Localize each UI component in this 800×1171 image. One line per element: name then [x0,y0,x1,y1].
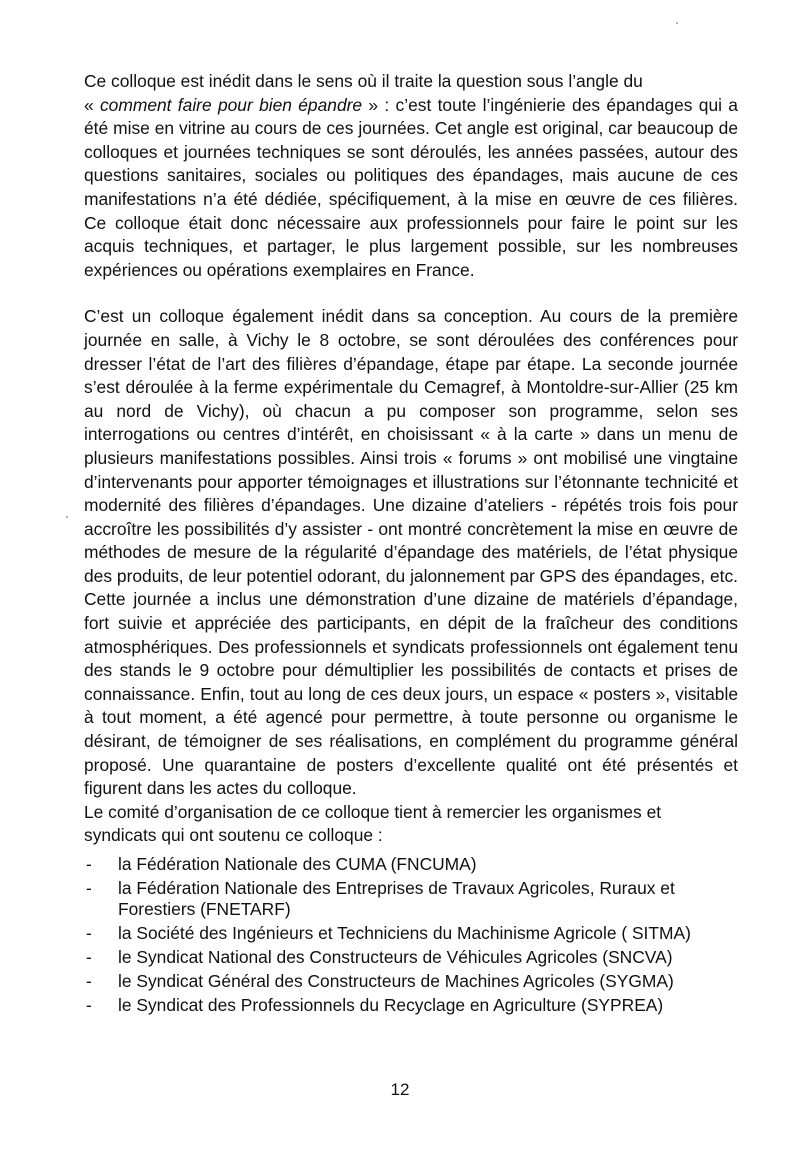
list-dash: - [86,854,92,874]
quote-close: » [362,94,379,115]
list-dash: - [86,971,92,991]
organization-name: le Syndicat Général des Constructeurs de Machines Agricoles (SYGMA) [118,971,674,991]
list-item [84,878,738,920]
list-item [84,995,738,1016]
emphasized-phrase: comment faire pour bien épandre [99,94,363,115]
list-dash: - [86,878,92,898]
page-number: 12 [390,1080,410,1099]
organization-name: le Syndicat des Professionnels du Recyclage en Agriculture (SYPREA) [118,995,664,1015]
list-dash: - [86,923,92,943]
list-item [84,947,738,968]
list-item [84,971,738,992]
organization-name: le Syndicat National des Constructeurs de Véhicules Agricoles (SNCVA) [118,947,673,967]
organization-name: la Fédération Nationale des CUMA (FNCUMA) [118,854,477,874]
paragraph-intro-part2: : c’est toute l’ingénierie des épandages qui a été mise en vitrine au cours de ces journées. Cet angle est original, car beaucoup de colloques et journées techniques se sont déroulés, les années passées, autour des questions sanitaires, sociales ou politiques des épandages, mais aucune de ces manifestations n’a été dédiée, spécifiquement, à la mise en œuvre de ces filières. Ce colloque était donc nécessaire aux professionnels pour faire le point sur les acquis techniques, et partager, le plus largement possible, sur les nombreuses expériences ou opérations exemplaires en France. [84,94,738,280]
quote-open: « [84,94,100,115]
paragraph-conception: C’est un colloque également inédit dans sa conception. Au cours de la première journée en salle, à Vichy le 8 octobre, se sont déroulées des conférences pour dresser l’état de l’art des filières d’épandage, étape par étape. La seconde journée s’est déroulée à la ferme expérimentale du Cemagref, à Montoldre-sur-Allier (25 km au nord de Vichy), où chacun a pu composer son programme, selon ses interrogations ou centres d’intérêt, en choisissant « à la carte » dans un menu de plusieurs manifestations possibles. Ainsi trois « forums » ont mobilisé une vingtaine d’intervenants pour apporter témoignages et illustrations sur l’étonnante technicité et modernité des filières d’épandages. Une dizaine d’ateliers - répétés trois fois pour accroître les possibilités d’y assister - ont montré concrètement la mise en œuvre de méthodes de mesure de la régularité d’épandage des matériels, de l’état physique des produits, de leur potentiel odorant, du jalonnement par GPS des épandages, etc. Cette journée a inclus une démonstration d’une dizaine de matériels d’épandage, fort suivie et appréciée des participants, en dépit de la fraîcheur des conditions atmosphériques. Des professionnels et syndicats professionnels ont également tenu des stands le 9 octobre pour démultiplier les possibilités de contacts et prises de connaissance. Enfin, tout au long de ces deux jours, un espace « posters », visitable à tout moment, a été agencé pour permettre, à toute personne ou organisme le désirant, de témoigner de ses réalisations, en complément du programme général proposé. Une quarantaine de posters d’excellente qualité ont été présentés et figurent dans les actes du colloque. [84,306,738,799]
paragraph-intro [84,70,738,282]
scan-speck [66,516,68,518]
organization-name: la Fédération Nationale des Entreprises de Travaux Agricoles, Ruraux et Forestiers (FNETARF) [118,878,675,919]
document-page [84,70,738,1019]
paragraph-thanks: Le comité d’organisation de ce colloque tient à remercier les organismes et syndicats qui ont soutenu ce colloque : [84,801,662,846]
scan-speck [676,22,678,24]
organizations-list [84,854,738,1016]
list-item [84,854,738,875]
list-item [84,923,738,944]
organization-name: la Société des Ingénieurs et Techniciens du Machinisme Agricole ( SITMA) [118,923,691,943]
paragraph-intro-part1: Ce colloque est inédit dans le sens où il traite la question sous l’angle du [84,71,643,91]
list-dash: - [86,995,92,1015]
list-dash: - [86,947,92,967]
